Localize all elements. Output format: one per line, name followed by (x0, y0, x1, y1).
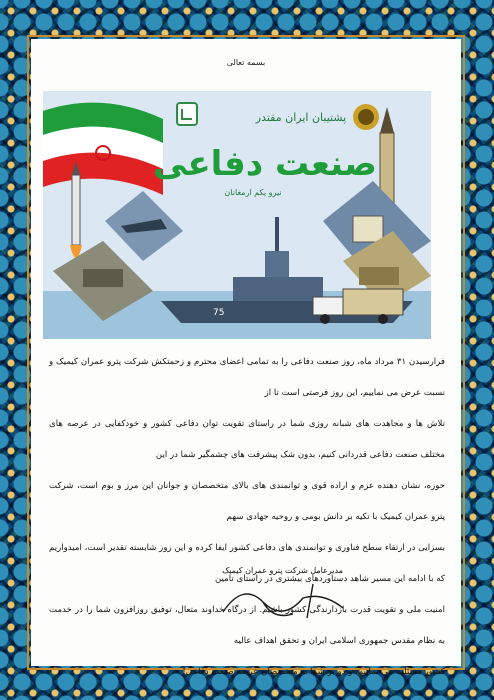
missile-launch-graphic (70, 161, 82, 258)
signatory-title: مدیرعامل شرکت پترو عمران کیمیک (222, 566, 343, 575)
banner-title: صنعت دفاعی (153, 144, 377, 184)
certificate-paper (31, 39, 461, 677)
banner-subtitle: پشتیبان ایران مقتدر (255, 111, 347, 124)
letter-line: فرارسیدن ۳۱ مرداد ماه، روز صنعت دفاعی را به تمامی اعضای محترم و زحمتکش شرکت پترو عمران کیمیک و نسبت عرض می نماییم، این روز فرصتی است تا از (49, 357, 445, 398)
banner-slogan: نیرو یکم ارمغانان (224, 188, 282, 197)
letter-line: بسزایی در ارتقاء سطح فناوری و توانمندی های دفاعی کشور ایفا کرده و این روز شایسته تقدیر است، امیدواریم که با ادامه این مسیر شاهد دستاوردهای بیشتری در راستای تامین (49, 543, 445, 584)
letter-body (49, 347, 445, 688)
letter-line: تلاش ها و مجاهدت های شبانه روزی شما در راستای تقویت توان دفاعی کشور و خودکفایی در عرصه های مختلف صنعت دفاعی قدردانی کنیم، بدون شک پیشرفت های چشمگیر شما در این (49, 419, 445, 460)
ministry-emblem-icon (353, 104, 379, 130)
banner-artwork (43, 91, 431, 339)
organization-logo-icon (177, 103, 197, 125)
signature-block (203, 562, 383, 632)
ship-hull-number: 75 (213, 308, 225, 318)
letter-line: حوزه، نشان دهنده عزم و اراده قوی و توانمندی های بالای متخصصان و جوانان این مرز و بوم است، شرکت پترو عمران کیمیک با تکیه بر دانش بومی و روحیه جهادی سهم (49, 481, 445, 522)
defense-industry-banner (43, 91, 431, 339)
letter-line: کشور مسئلت می نماییم، و دو بر شما به متخصصان عرصه صنعت دفاعی! (182, 667, 445, 677)
basmala-heading: بسمه تعالی (226, 58, 266, 67)
letter-line: امنیت ملی و تقویت قدرت بازدارندگی کشور باشیم. از درگاه خداوند متعال، توفیق روزافزون شما را در خدمت به نظام مقدس جمهوری اسلامی ایران و تحقق اهداف عالیه (49, 605, 445, 646)
